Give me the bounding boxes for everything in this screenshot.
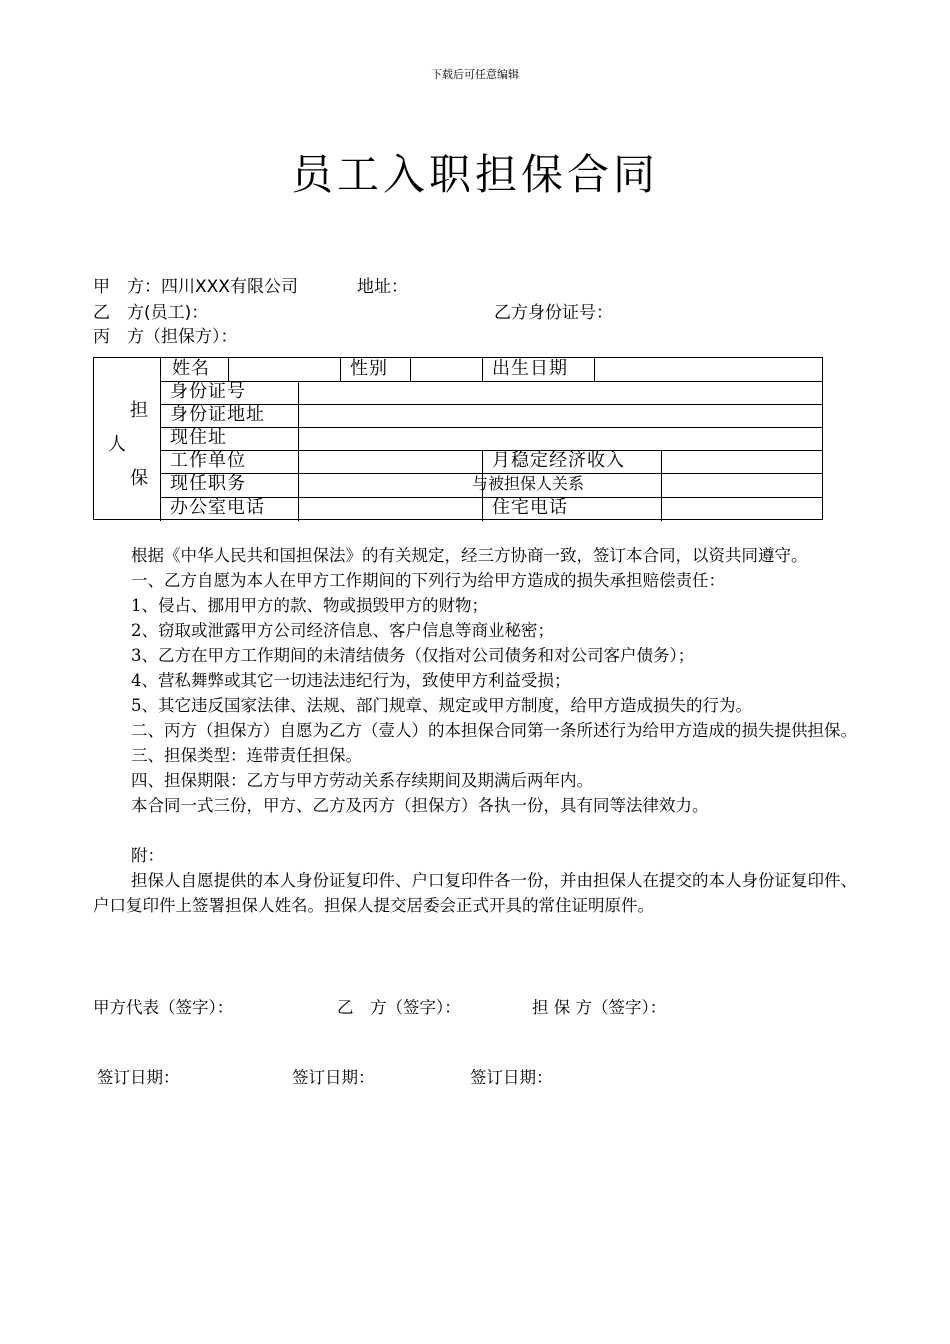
- clause-2: 二、丙方（担保方）自愿为乙方（壹人）的本担保合同第一条所述行为给甲方造成的损失提供担保。: [131, 721, 857, 740]
- clause-4: 四、担保期限：乙方与甲方劳动关系存续期间及期满后两年内。: [131, 771, 593, 790]
- sign-date-label: 签订日期：: [470, 1068, 553, 1087]
- guarantor-table: [93, 357, 823, 520]
- party-a-label: 甲 方：四川XXX有限公司: [93, 277, 298, 297]
- copies-paragraph: 本合同一式三份，甲方、乙方及丙方（担保方）各执一份，具有同等法律效力。: [131, 796, 709, 815]
- table-divider: [482, 358, 483, 381]
- birth-date-label: 出生日期: [492, 358, 568, 379]
- clause-1: 一、乙方自愿为本人在甲方工作期间的下列行为给甲方造成的损失承担赔偿责任：: [131, 571, 725, 590]
- clause-1-item: 5、其它违反国家法律、法规、部门规章、规定或甲方制度，给甲方造成损失的行为。: [131, 696, 752, 715]
- table-divider: [228, 358, 229, 381]
- party-a-signature-label: 甲方代表（签字）：: [93, 998, 234, 1017]
- position-label: 现任职务: [170, 473, 246, 494]
- side-char: 担: [130, 400, 148, 421]
- appendix-label: 附：: [131, 846, 164, 865]
- table-divider: [160, 381, 823, 382]
- intro-paragraph: 根据《中华人民共和国担保法》的有关规定，经三方协商一致，签订本合同，以资共同遵守。: [131, 546, 808, 565]
- side-char: 保: [130, 468, 148, 489]
- clause-1-item: 3、乙方在甲方工作期间的未清结债务（仅指对公司债务和对公司客户债务）；: [131, 646, 695, 665]
- table-divider: [340, 358, 341, 381]
- table-divider: [594, 358, 595, 381]
- home-phone-label: 住宅电话: [492, 497, 568, 518]
- sign-date-label: 签订日期：: [97, 1068, 180, 1087]
- party-b-id-label: 乙方身份证号：: [494, 303, 613, 323]
- table-divider: [160, 427, 823, 428]
- office-phone-label: 办公室电话: [170, 497, 265, 518]
- clause-1-item: 4、营私舞弊或其它一切违法违纪行为，致使甲方利益受损；: [131, 671, 571, 690]
- address-label: 地址：: [357, 277, 408, 297]
- sign-date-label: 签订日期：: [292, 1068, 375, 1087]
- side-char: 人: [108, 434, 126, 455]
- gender-label: 性别: [350, 358, 388, 379]
- appendix-paragraph: 担保人自愿提供的本人身份证复印件、户口复印件各一份，并由担保人在提交的本人身份证复印件、户口复印件上签署担保人姓名。担保人提交居委会正式开具的常住证明原件。: [93, 871, 857, 915]
- table-divider: [410, 358, 411, 381]
- name-label: 姓名: [172, 358, 210, 379]
- id-number-label: 身份证号: [170, 381, 246, 402]
- relation-label: 与被担保人关系: [472, 474, 585, 493]
- party-b-label: 乙 方(员工)：: [93, 303, 209, 323]
- clause-3: 三、担保类型：连带责任担保。: [131, 746, 362, 765]
- clause-1-item: 1、侵占、挪用甲方的款、物或损毁甲方的财物；: [131, 596, 488, 615]
- table-divider: [298, 381, 299, 521]
- table-divider: [661, 450, 662, 521]
- id-address-label: 身份证地址: [170, 404, 265, 425]
- party-b-signature-label: 乙 方（签字）：: [337, 998, 461, 1017]
- employer-label: 工作单位: [170, 450, 246, 471]
- guarantor-signature-label: 担 保 方（签字）：: [532, 998, 667, 1017]
- party-c-label: 丙 方（担保方）：: [93, 327, 238, 347]
- monthly-income-label: 月稳定经济收入: [492, 450, 625, 471]
- clause-1-item: 2、窃取或泄露甲方公司经济信息、客户信息等商业秘密；: [131, 621, 554, 640]
- document-title: 员工入职担保合同: [290, 150, 659, 199]
- current-address-label: 现住址: [170, 427, 227, 448]
- contract-body: [93, 543, 863, 918]
- header-note: 下载后可任意编辑: [431, 68, 519, 81]
